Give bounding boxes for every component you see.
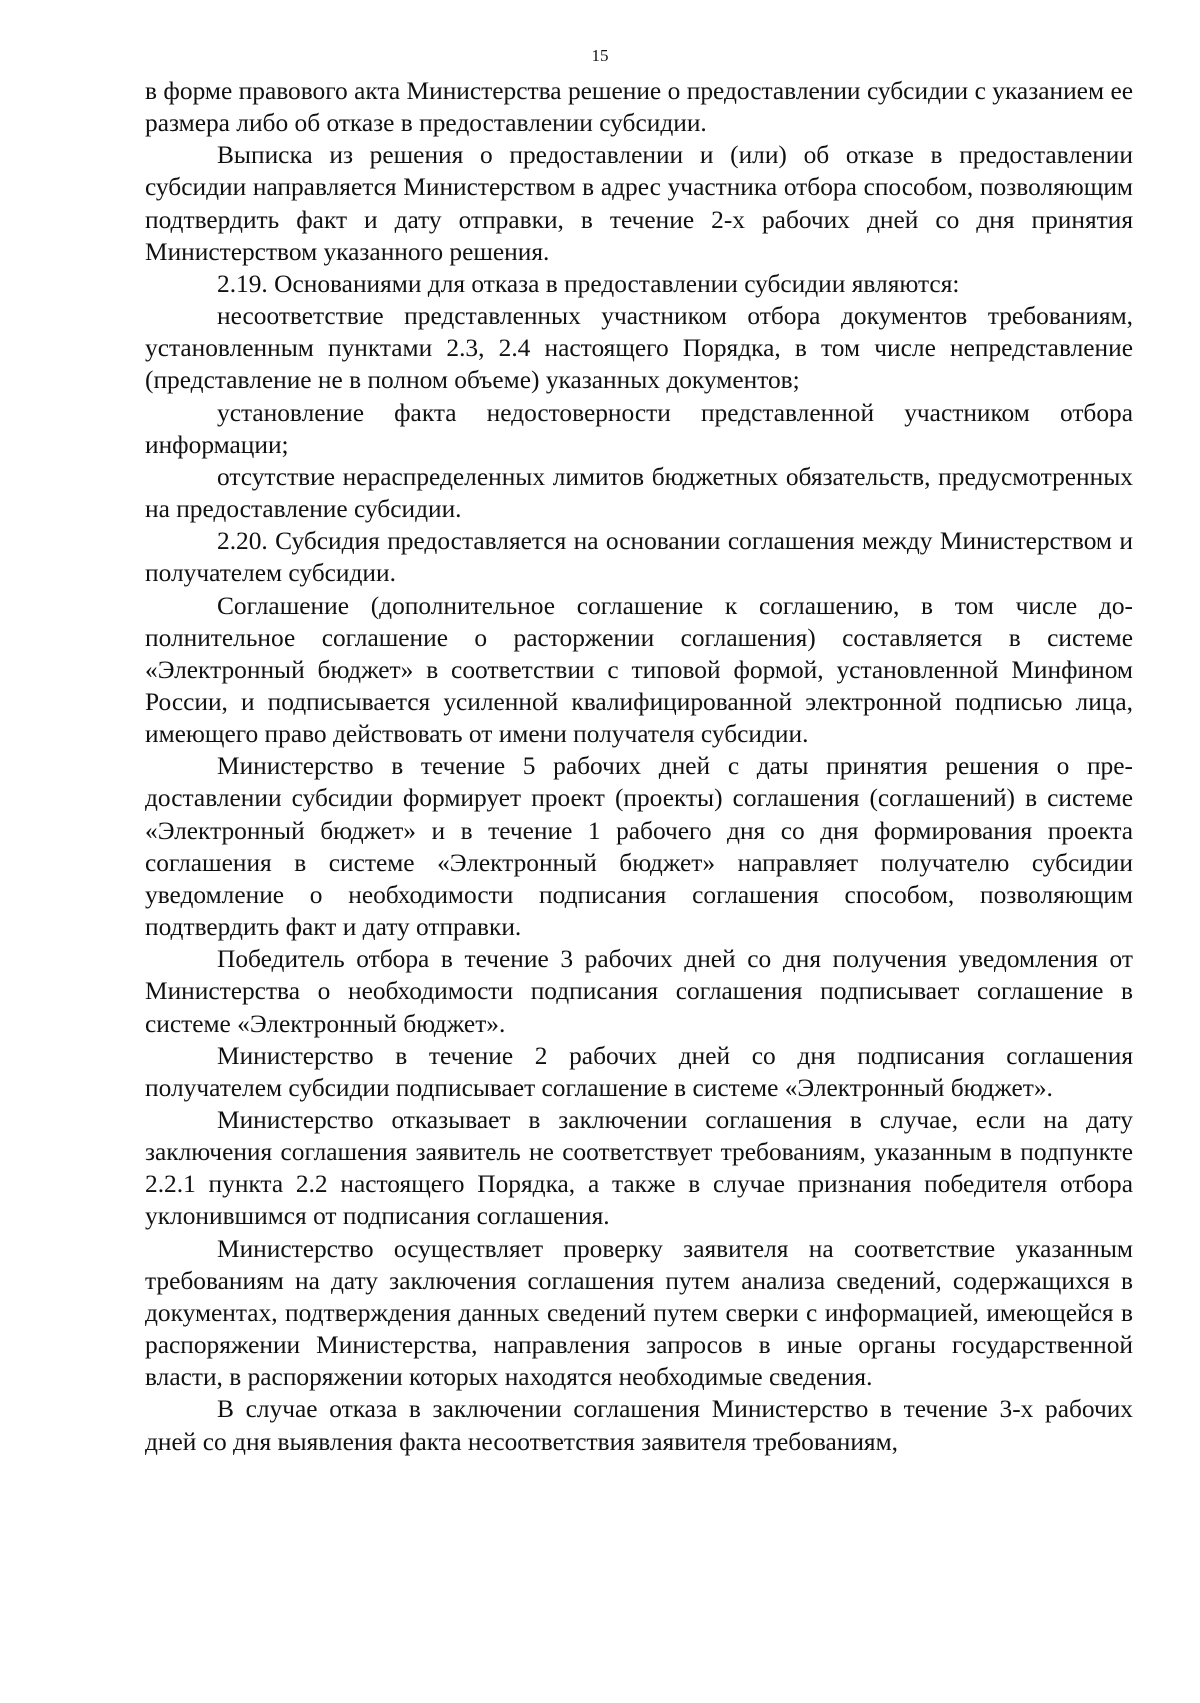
paragraph: Министерство осуществляет проверку заявителя на соответствие указанным требованиям на дату заключения соглашения путем анализа сведений, содержащихся в документах, подтверждения данных сведений путем сверки с информацией, имеющейся в распоряжении Министерства, направления запросов в иные органы государственной власти, в распоряжении которых находятся необходимые сведения.: [145, 1234, 1133, 1392]
paragraph-clause-2-19: 2.19. Основаниями для отказа в предоставлении субсидии являются:: [217, 269, 960, 298]
paragraph: Выписка из решения о предоставлении и (или) об отказе в предоставлении субсидии направляется Министерством в адрес участника отбора способом, позволяющим подтвердить факт и дату отправки, в течение 2-х рабочих дней со дня принятия Министерством указанного решения.: [145, 141, 1133, 266]
paragraph-clause-2-20: 2.20. Субсидия предоставляется на основании соглашения между Министерством и получателем субсидии.: [145, 527, 1133, 588]
paragraph: отсутствие нераспределенных лимитов бюджетных обязательств, предусмотренных на предоставление субсидии.: [145, 462, 1133, 524]
paragraph: Победитель отбора в течение 3 рабочих дней со дня получения уведомления от Министерства о необходимости подписания соглашения подписывает соглашение в системе «Электронный бюджет».: [145, 945, 1133, 1038]
paragraph: несоответствие представленных участником отбора документов требованиям, установленным пунктами 2.3, 2.4 настоящего Порядка, в том числе непредставление (представление не в полном объеме) указанных документов;: [145, 302, 1133, 395]
paragraph: Соглашение (дополнительное соглашение к соглашению, в том числе дополнительное соглашение о расторжении соглашения) составляется в системе «Электронный бюджет» в соответствии с типовой формой, установленной Минфином России, и подписывается усиленной квалифицированной электронной подписью лица, имеющего право действовать от имени получателя субсидии.: [145, 591, 1133, 749]
document-body: [145, 75, 1133, 1458]
paragraph: Министерство в течение 5 рабочих дней с даты принятия решения о предоставлении субсидии формирует проект (проекты) соглашения (соглашений) в системе «Электронный бюджет» и в течение 1 рабочего дня со дня формирования проекта соглашения в системе «Электронный бюджет» направляет получателю субсидии уведомление о необходимости подписания соглашения способом, позволяющим подтвердить факт и дату отправки.: [145, 752, 1133, 942]
paragraph: Министерство в течение 2 рабочих дней со дня подписания соглашения получателем субсидии подписывает соглашение в системе «Электронный бюджет».: [145, 1041, 1133, 1102]
paragraph: Министерство отказывает в заключении соглашения в случае, если на дату заключения соглашения заявитель не соответствует требованиям, указанным в подпункте 2.2.1 пункта 2.2 настоящего Порядка, а также в случае признания победителя отбора уклонившимся от подписания соглашения.: [145, 1106, 1133, 1231]
paragraph: В случае отказа в заключении соглашения Министерство в течение 3-х рабочих дней со дня выявления факта несоответствия заявителя требованиям,: [145, 1395, 1133, 1456]
paragraph-continued: в форме правового акта Министерства решение о предоставлении субсидии с указанием ее размера либо об отказе в предоставлении субсидии.: [145, 77, 1133, 138]
page-number: 15: [591, 46, 609, 65]
paragraph: установление факта недостоверности представленной участником отбора информации;: [145, 398, 1133, 459]
